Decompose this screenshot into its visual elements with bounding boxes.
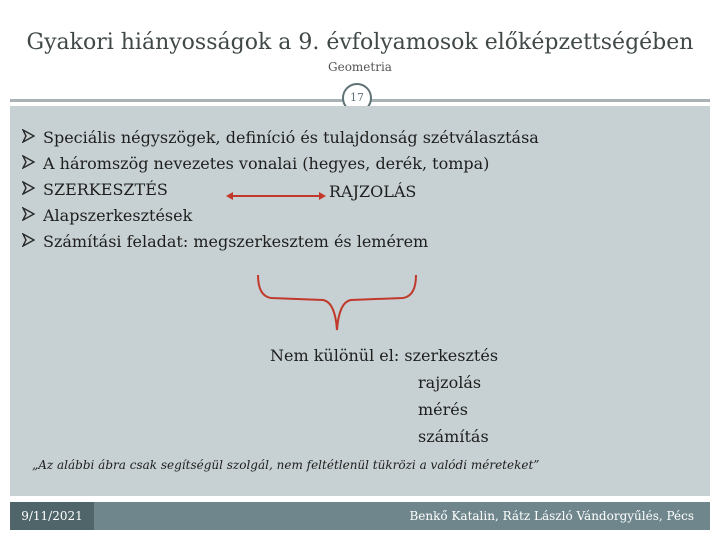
slide-subtitle: Geometria bbox=[328, 60, 392, 74]
bullet-text: A háromszög nevezetes vonalai (hegyes, derék, tompa) bbox=[43, 154, 490, 173]
bullet-text: Számítási feladat: megszerkesztem és lemérem bbox=[43, 232, 429, 251]
footer-bar bbox=[10, 502, 710, 530]
footer-credit: Benkő Katalin, Rátz László Vándorgyűlés, Pécs bbox=[409, 509, 694, 523]
bullet-item bbox=[22, 229, 539, 255]
bullet-item bbox=[22, 203, 539, 229]
note-line: Nem különül el: szerkesztés bbox=[270, 346, 499, 365]
note-block bbox=[270, 342, 498, 450]
bullet-text: Speciális négyszögek, definíció és tulajdonság szétválasztása bbox=[43, 128, 539, 147]
bullet-item bbox=[22, 151, 539, 177]
disclaimer-text: „Az alábbi ábra csak segítségül szolgál, nem feltétlenül tükrözi a valódi méreteket” bbox=[32, 458, 540, 472]
curly-brace-icon bbox=[255, 274, 420, 334]
note-item: mérés bbox=[418, 400, 468, 419]
rajzolas-label: RAJZOLÁS bbox=[329, 182, 417, 201]
bullet-text: SZERKESZTÉS bbox=[43, 180, 168, 199]
double-arrow-icon bbox=[226, 190, 326, 202]
slide-title: Gyakori hiányosságok a 9. évfolyamosok előképzettségében bbox=[26, 30, 694, 55]
arrow-bullet-icon bbox=[22, 181, 35, 195]
bullet-item bbox=[22, 125, 539, 151]
footer-date: 9/11/2021 bbox=[10, 502, 94, 530]
arrow-bullet-icon bbox=[22, 207, 35, 221]
arrow-bullet-icon bbox=[22, 233, 35, 247]
arrow-bullet-icon bbox=[22, 129, 35, 143]
arrow-bullet-icon bbox=[22, 155, 35, 169]
note-item: rajzolás bbox=[418, 373, 482, 392]
slide-number-badge: 17 bbox=[342, 83, 372, 113]
bullet-text: Alapszerkesztések bbox=[43, 206, 193, 225]
note-item: számítás bbox=[418, 427, 489, 446]
